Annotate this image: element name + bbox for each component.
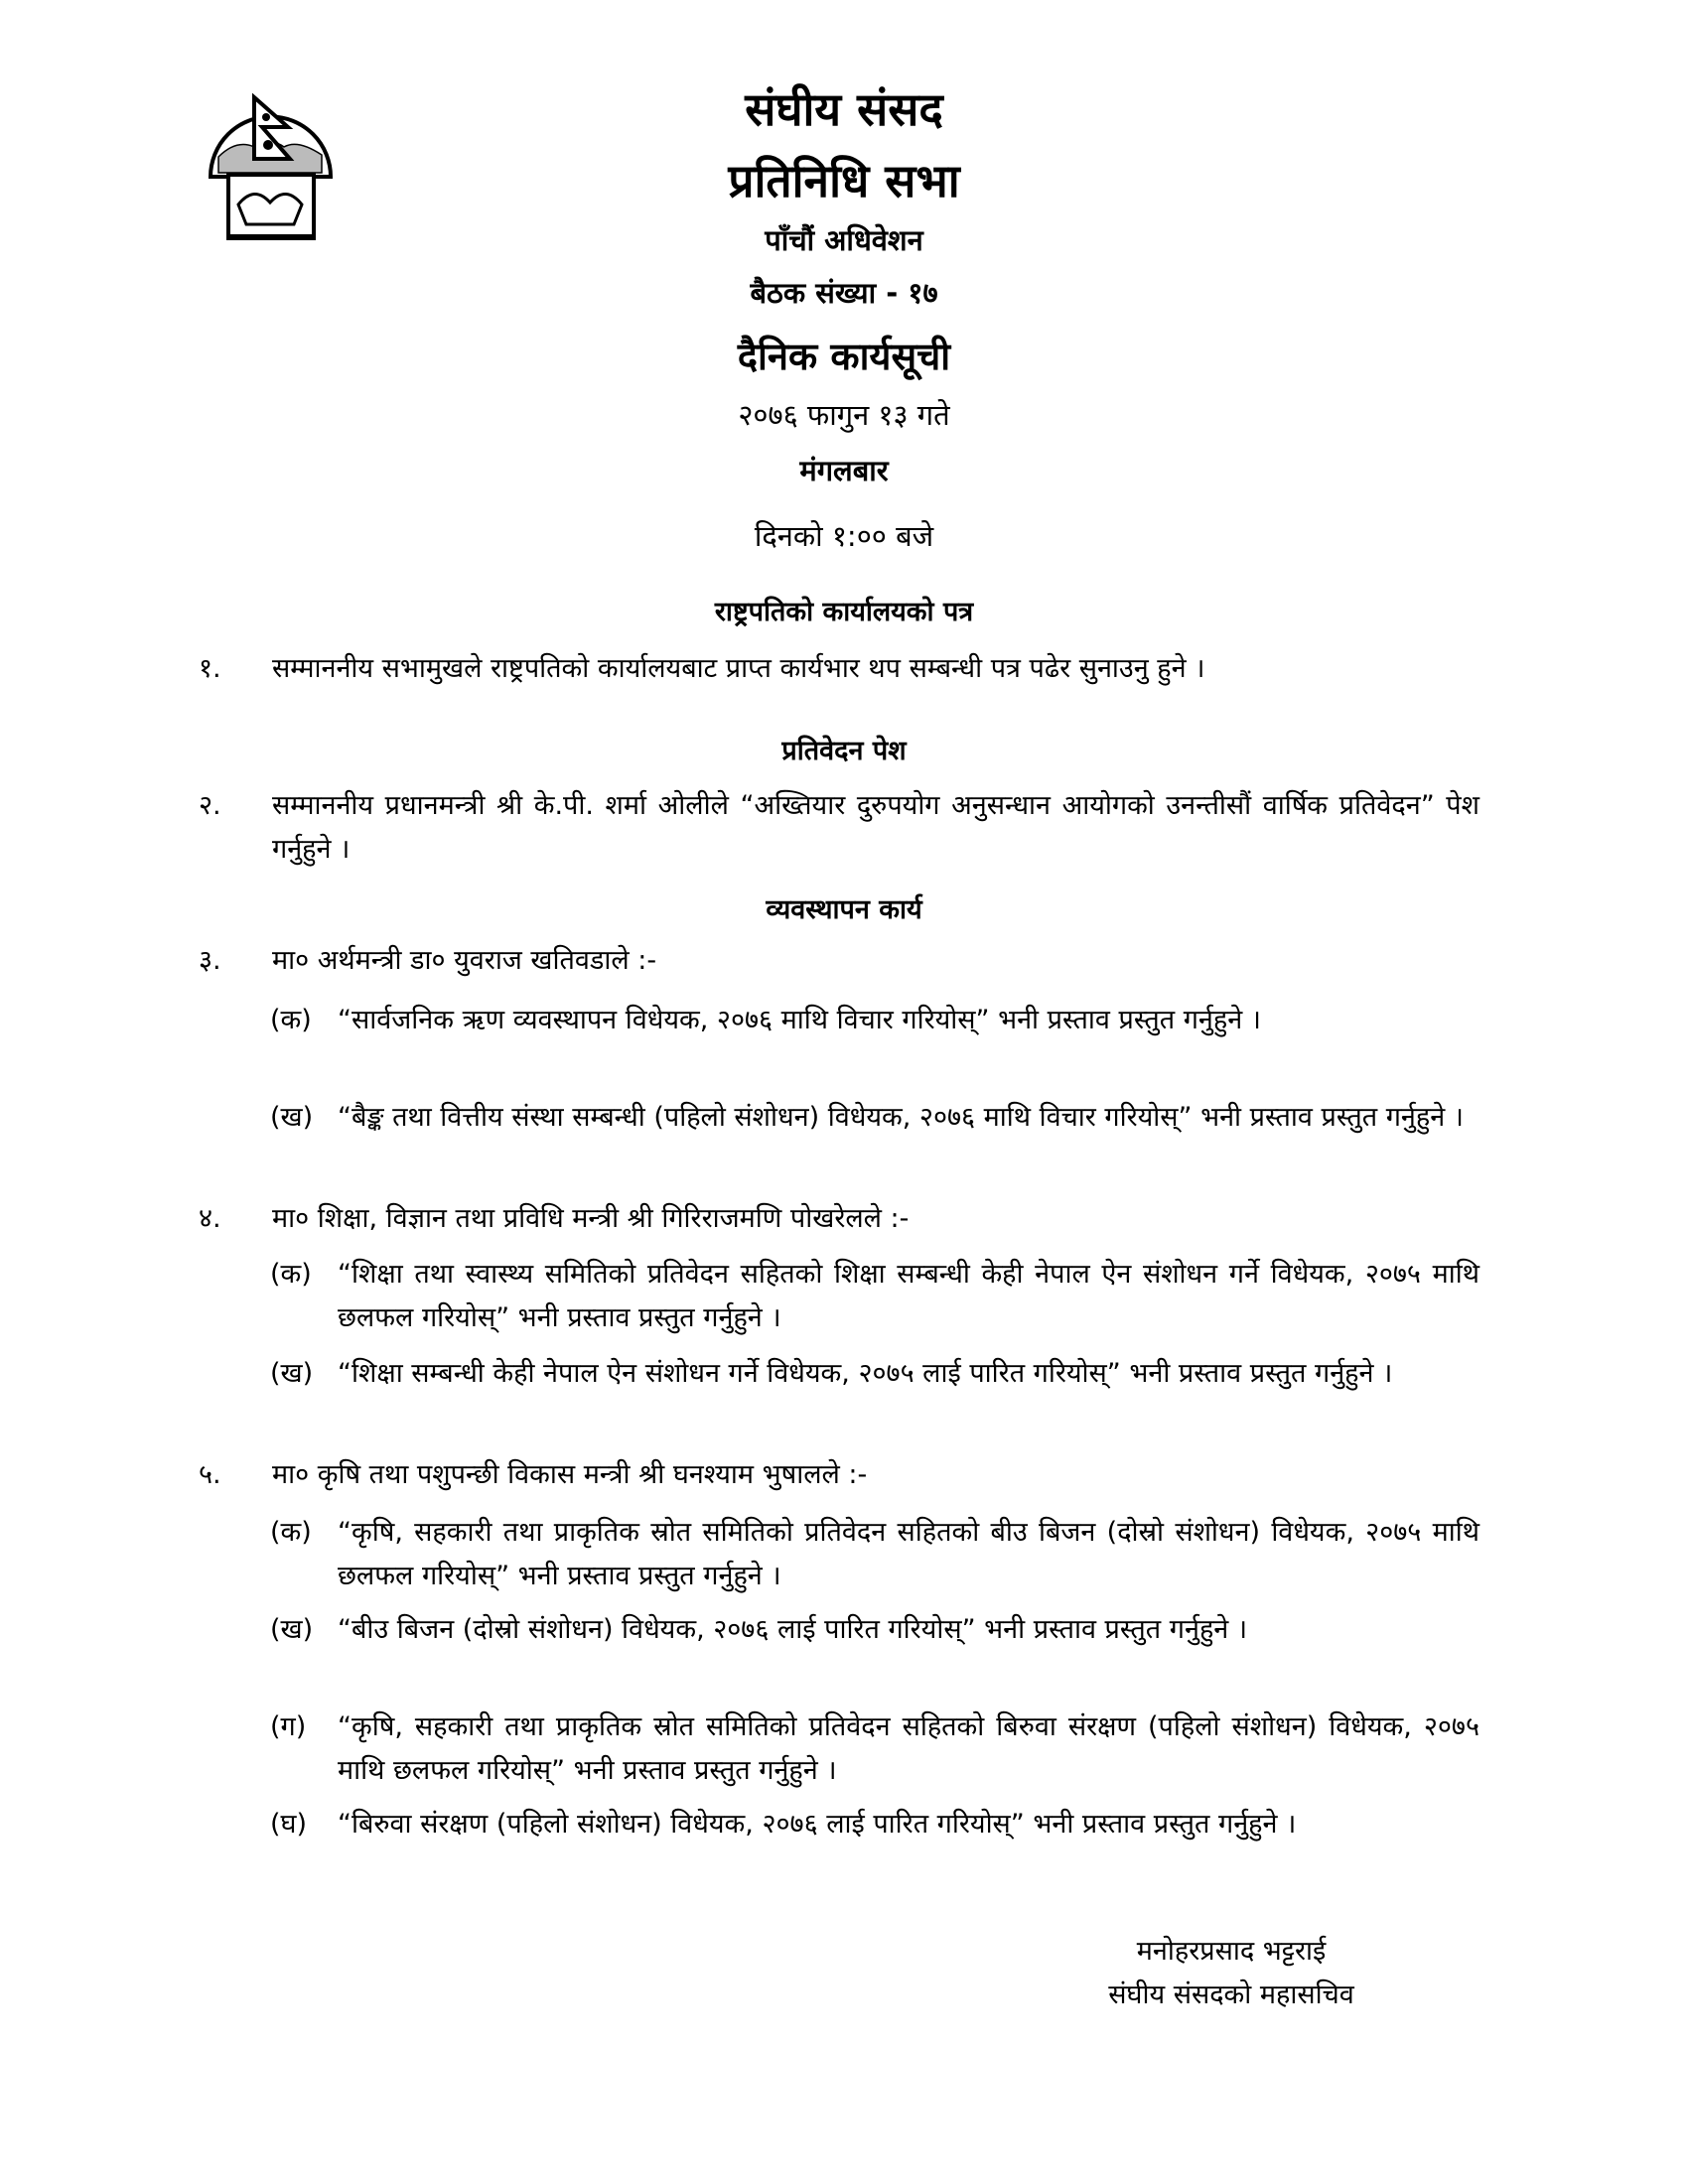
item-text: मा० कृषि तथा पशुपन्छी विकास मन्त्री श्री घनश्याम भुषालले :- xyxy=(272,1459,868,1490)
section-heading-report: प्रतिवेदन पेश xyxy=(781,736,907,766)
agenda-subitem xyxy=(270,1253,1479,1340)
section-heading-president-letter: राष्ट्रपतिको कार्यालयको पत्र xyxy=(714,597,974,627)
agenda-item xyxy=(199,1197,1479,1241)
parliament-title: संघीय संसद xyxy=(745,82,943,136)
agenda-item xyxy=(199,647,1479,691)
subitem-text: “शिक्षा तथा स्वास्थ्य समितिको प्रतिवेदन सहितको शिक्षा सम्बन्धी केही नेपाल ऐन संशोधन गर्ने विधेयक, २०७५ माथि छलफल गरियोस्” भनी प्रस्ताव प्रस्तुत गर्नुहुने । xyxy=(338,1259,1479,1333)
session-label: पाँचौं अधिवेशन xyxy=(765,223,923,257)
subitem-text: “कृषि, सहकारी तथा प्राकृतिक स्रोत समितिको प्रतिवेदन सहितको बिरुवा संरक्षण (पहिलो संशोधन) विधेयक, २०७५ माथि छलफल गरियोस्” भनी प्रस्ताव प्रस्तुत गर्नुहुने । xyxy=(338,1711,1479,1786)
item-number: ३. xyxy=(199,945,221,976)
agenda-time: दिनको १:०० बजे xyxy=(754,519,934,553)
subitem-label: (ख) xyxy=(270,1102,314,1133)
subitem-label: (क) xyxy=(270,1259,312,1290)
signatory-title: संघीय संसदको महासचिव xyxy=(1108,1979,1354,2010)
agenda-item xyxy=(199,1453,1479,1497)
subitem-label: (ग) xyxy=(270,1711,307,1742)
item-number: ५. xyxy=(199,1459,221,1490)
agenda-subitem xyxy=(270,999,1479,1042)
item-number: ४. xyxy=(199,1203,221,1234)
agenda-subitem xyxy=(270,1803,1479,1846)
parliament-emblem xyxy=(199,77,343,246)
agenda-title: दैनिक कार्यसूची xyxy=(737,335,951,378)
subitem-label: (घ) xyxy=(270,1809,308,1840)
meeting-number: बैठक संख्या - १७ xyxy=(750,276,938,310)
subitem-text: “शिक्षा सम्बन्धी केही नेपाल ऐन संशोधन गर्ने विधेयक, २०७५ लाई पारित गरियोस्” भनी प्रस्ताव प्रस्तुत गर्नुहुने । xyxy=(338,1358,1393,1389)
subitem-label: (ख) xyxy=(270,1614,314,1645)
item-number: १. xyxy=(199,653,221,684)
item-text: मा० शिक्षा, विज्ञान तथा प्रविधि मन्त्री श्री गिरिराजमणि पोखरेलले :- xyxy=(272,1203,910,1234)
agenda-subitem xyxy=(270,1352,1479,1396)
agenda-day: मंगलबार xyxy=(799,454,889,487)
agenda-subitem xyxy=(270,1706,1479,1793)
subitem-label: (क) xyxy=(270,1005,312,1035)
item-text: मा० अर्थमन्त्री डा० युवराज खतिवडाले :- xyxy=(272,945,657,976)
agenda-item xyxy=(199,784,1479,872)
item-text: सम्माननीय सभामुखले राष्ट्रपतिको कार्यालयबाट प्राप्त कार्यभार थप सम्बन्धी पत्र पढेर सुनाउनु हुने । xyxy=(272,653,1205,684)
section-heading-legislation: व्यवस्थापन कार्य xyxy=(766,894,922,925)
subitem-text: “बैङ्क तथा वित्तीय संस्था सम्बन्धी (पहिलो संशोधन) विधेयक, २०७६ माथि विचार गरियोस्” भनी प्रस्ताव प्रस्तुत गर्नुहुने । xyxy=(338,1102,1465,1133)
subitem-text: “सार्वजनिक ऋण व्यवस्थापन विधेयक, २०७६ माथि विचार गरियोस्” भनी प्रस्ताव प्रस्तुत गर्नुहुने । xyxy=(338,1005,1262,1035)
item-text: सम्माननीय प्रधानमन्त्री श्री के.पी. शर्मा ओलीले “अख्तियार दुरुपयोग अनुसन्धान आयोगको उनन्तीसौं वार्षिक प्रतिवेदन” पेश गर्नुहुने । xyxy=(272,790,1479,865)
subitem-text: “बीउ बिजन (दोस्रो संशोधन) विधेयक, २०७६ लाई पारित गरियोस्” भनी प्रस्ताव प्रस्तुत गर्नुहुने । xyxy=(338,1614,1248,1645)
agenda-subitem xyxy=(270,1511,1479,1598)
signatory-name: मनोहरप्रसाद भट्टराई xyxy=(1136,1936,1327,1967)
agenda-date: २०७६ फागुन १३ गते xyxy=(738,398,950,432)
subitem-text: “कृषि, सहकारी तथा प्राकृतिक स्रोत समितिको प्रतिवेदन सहितको बीउ बिजन (दोस्रो संशोधन) विधेयक, २०७५ माथि छलफल गरियोस्” भनी प्रस्ताव प्रस्तुत गर्नुहुने । xyxy=(338,1517,1479,1591)
subitem-label: (क) xyxy=(270,1517,312,1548)
house-title: प्रतिनिधि सभा xyxy=(728,154,960,207)
agenda-subitem xyxy=(270,1608,1479,1652)
item-number: २. xyxy=(199,790,221,821)
agenda-item xyxy=(199,939,1479,983)
agenda-subitem xyxy=(270,1096,1479,1140)
subitem-label: (ख) xyxy=(270,1358,314,1389)
subitem-text: “बिरुवा संरक्षण (पहिलो संशोधन) विधेयक, २०७६ लाई पारित गरियोस्” भनी प्रस्ताव प्रस्तुत गर्नुहुने । xyxy=(338,1809,1297,1840)
